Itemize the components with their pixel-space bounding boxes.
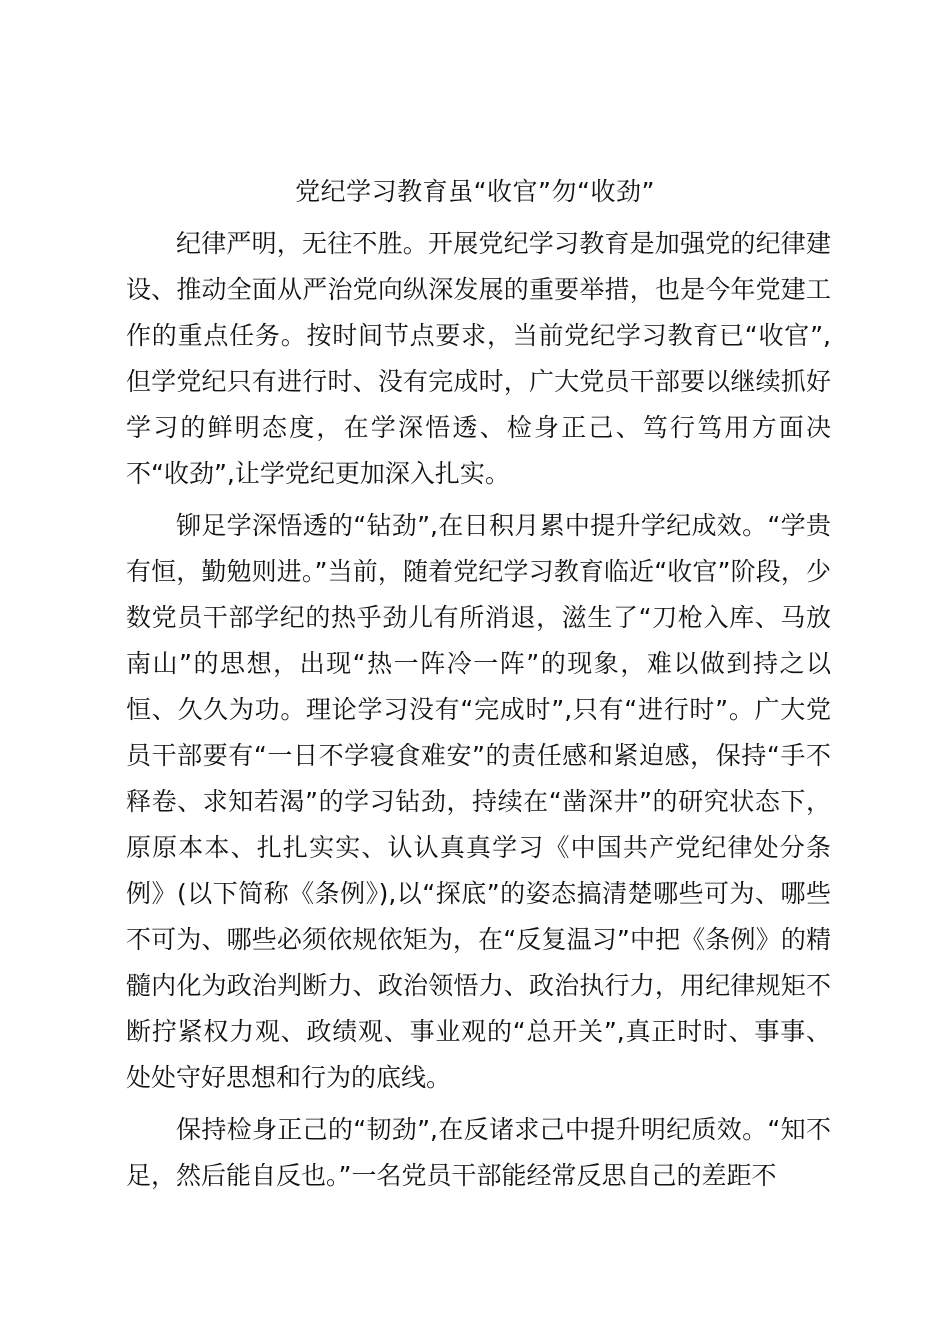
document-body (126, 221, 831, 1205)
document-title: 党纪学习教育虽“收官”勿“收劲” (295, 177, 655, 206)
paragraph-1: 纪律严明，无往不胜。开展党纪学习教育是加强党的纪律建设、推动全面从严治党向纵深发展的重要举措，也是今年党建工作的重点任务。按时间节点要求，当前党纪学习教育已“收官”,但学党纪只有进行时、没有完成时，广大党员干部要以继续抓好学习的鲜明态度，在学深悟透、检身正己、笃行笃用方面决不“收劲”,让学党纪更加深入扎实。 (126, 229, 831, 488)
paragraph-2: 铆足学深悟透的“钻劲”,在日积月累中提升学纪成效。“学贵有恒，勤勉则进。”当前，随着党纪学习教育临近“收官”阶段，少数党员干部学纪的热乎劲儿有所消退，滋生了“刀枪入库、马放南山”的思想，出现“热一阵冷一阵”的现象，难以做到持之以恒、久久为功。理论学习没有“完成时”,只有“进行时”。广大党员干部要有“一日不学寝食难安”的责任感和紧迫感，保持“手不释卷、求知若渴”的学习钻劲，持续在“凿深井”的研究状态下，原原本本、扎扎实实、认认真真学习《中国共产党纪律处分条例》(以下简称《条例》),以“探底”的姿态搞清楚哪些可为、哪些不可为、哪些必须依规依矩为，在“反复温习”中把《条例》的精髓内化为政治判断力、政治领悟力、政治执行力，用纪律规矩不断拧紧权力观、政绩观、事业观的“总开关”,真正时时、事事、处处守好思想和行为的底线。 (126, 511, 831, 1092)
paragraph-3: 保持检身正己的“韧劲”,在反诸求己中提升明纪质效。“知不足，然后能自反也。”一名党员干部能经常反思自己的差距不 (126, 1115, 831, 1190)
